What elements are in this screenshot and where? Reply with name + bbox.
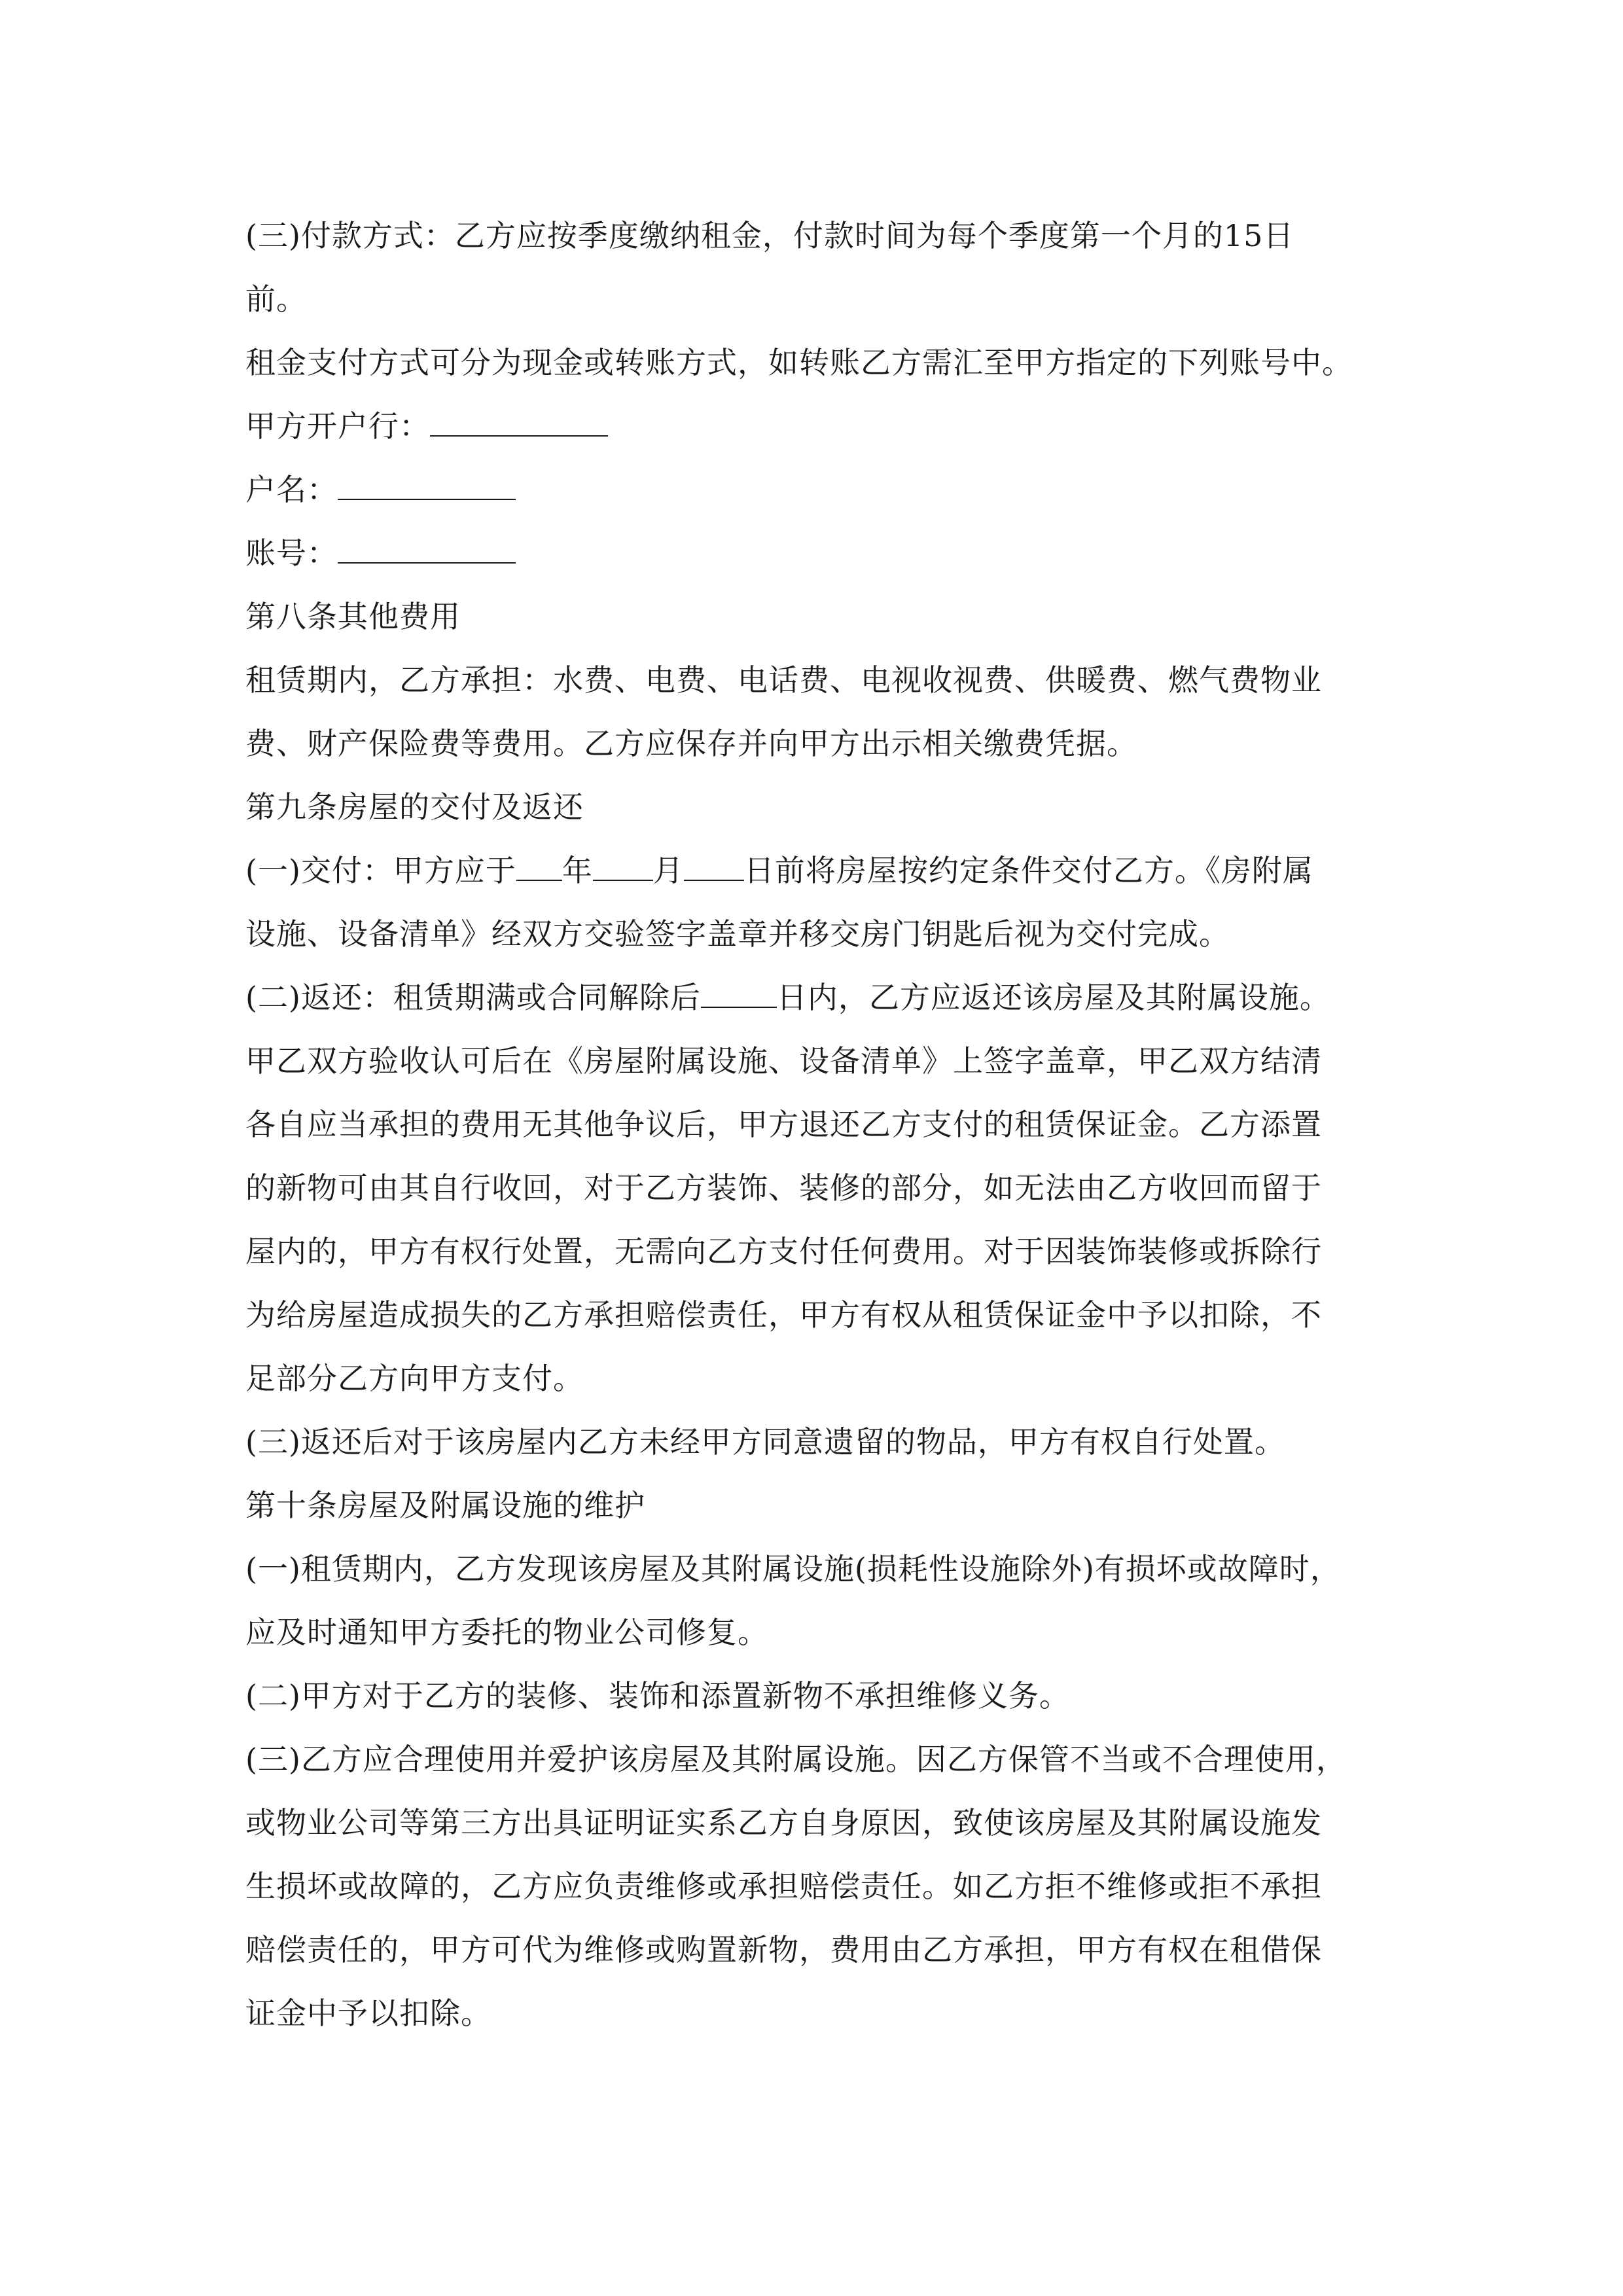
year-label: 年 [562,853,593,888]
paragraph-line: 赔偿责任的，甲方可代为维修或购置新物，费用由乙方承担，甲方有权在租借保 [245,1932,1322,1967]
section-heading: 第十条房屋及附属设施的维护 [245,1488,645,1523]
days-blank [701,980,777,1008]
paragraph-line: (三)乙方应合理使用并爱护该房屋及其附属设施。因乙方保管不当或不合理使用， [245,1742,1347,1777]
delivery-text: (一)交付：甲方应于 [245,853,516,888]
paragraph-line: 费、财产保险费等费用。乙方应保存并向甲方出示相关缴费凭据。 [245,726,1137,761]
return-text: (二)返还：租赁期满或合同解除后 [245,980,701,1015]
paragraph-line: (三)返还后对于该房屋内乙方未经甲方同意遗留的物品，甲方有权自行处置。 [245,1424,1285,1460]
delivery-line [245,839,1450,903]
paragraph-line: 应及时通知甲方委托的物业公司修复。 [245,1615,768,1650]
month-blank [593,853,653,881]
account-number-line [245,522,1450,585]
paragraph-line: (一)租赁期内，乙方发现该房屋及其附属设施(损耗性设施除外)有损坏或故障时， [245,1551,1341,1587]
account-name-line [245,458,1450,522]
paragraph-line: 或物业公司等第三方出具证明证实系乙方自身原因，致使该房屋及其附属设施发 [245,1805,1322,1840]
paragraph-line: 租赁期内，乙方承担：水费、电费、电话费、电视收视费、供暖费、燃气费物业 [245,662,1322,698]
paragraph-line: 足部分乙方向甲方支付。 [245,1361,584,1396]
account-number-label: 账号： [245,535,338,571]
account-number-blank [338,536,516,564]
paragraph-line: 屋内的，甲方有权行处置，无需向乙方支付任何费用。对于因装饰装修或拆除行 [245,1234,1322,1269]
paragraph-line: 前。 [245,281,307,317]
document-body [245,204,1450,2045]
day-blank [684,853,744,881]
paragraph-line: (三)付款方式：乙方应按季度缴纳租金，付款时间为每个季度第一个月的15日 [245,218,1294,253]
bank-label: 甲方开户行： [245,408,430,444]
return-line [245,966,1450,1030]
bank-blank [430,409,608,437]
paragraph-line: 生损坏或故障的，乙方应负责维修或承担赔偿责任。如乙方拒不维修或拒不承担 [245,1869,1322,1904]
account-name-label: 户名： [245,472,338,507]
paragraph-line: (二)甲方对于乙方的装修、装饰和添置新物不承担维修义务。 [245,1678,1070,1713]
return-text-end: 日内，乙方应返还该房屋及其附属设施。 [776,980,1330,1015]
paragraph-line: 各自应当承担的费用无其他争议后，甲方退还乙方支付的租赁保证金。乙方添置 [245,1107,1322,1142]
bank-line [245,395,1450,458]
section-heading: 第八条其他费用 [245,599,461,634]
paragraph-line: 为给房屋造成损失的乙方承担赔偿责任，甲方有权从租赁保证金中予以扣除，不 [245,1297,1322,1333]
paragraph-line: 租金支付方式可分为现金或转账方式，如转账乙方需汇至甲方指定的下列账号中。 [245,345,1353,380]
section-heading: 第九条房屋的交付及返还 [245,789,584,825]
year-blank [516,853,562,881]
delivery-text-end: 日前将房屋按约定条件交付乙方。《房附属 [743,853,1313,888]
account-name-blank [338,473,516,500]
paragraph-line: 证金中予以扣除。 [245,1996,491,2031]
paragraph-line: 甲乙双方验收认可后在《房屋附属设施、设备清单》上签字盖章，甲乙双方结清 [245,1043,1322,1079]
month-label: 月 [652,853,684,888]
paragraph-line: 设施、设备清单》经双方交验签字盖章并移交房门钥匙后视为交付完成。 [245,916,1230,952]
paragraph-line: 的新物可由其自行收回，对于乙方装饰、装修的部分，如无法由乙方收回而留于 [245,1170,1322,1206]
